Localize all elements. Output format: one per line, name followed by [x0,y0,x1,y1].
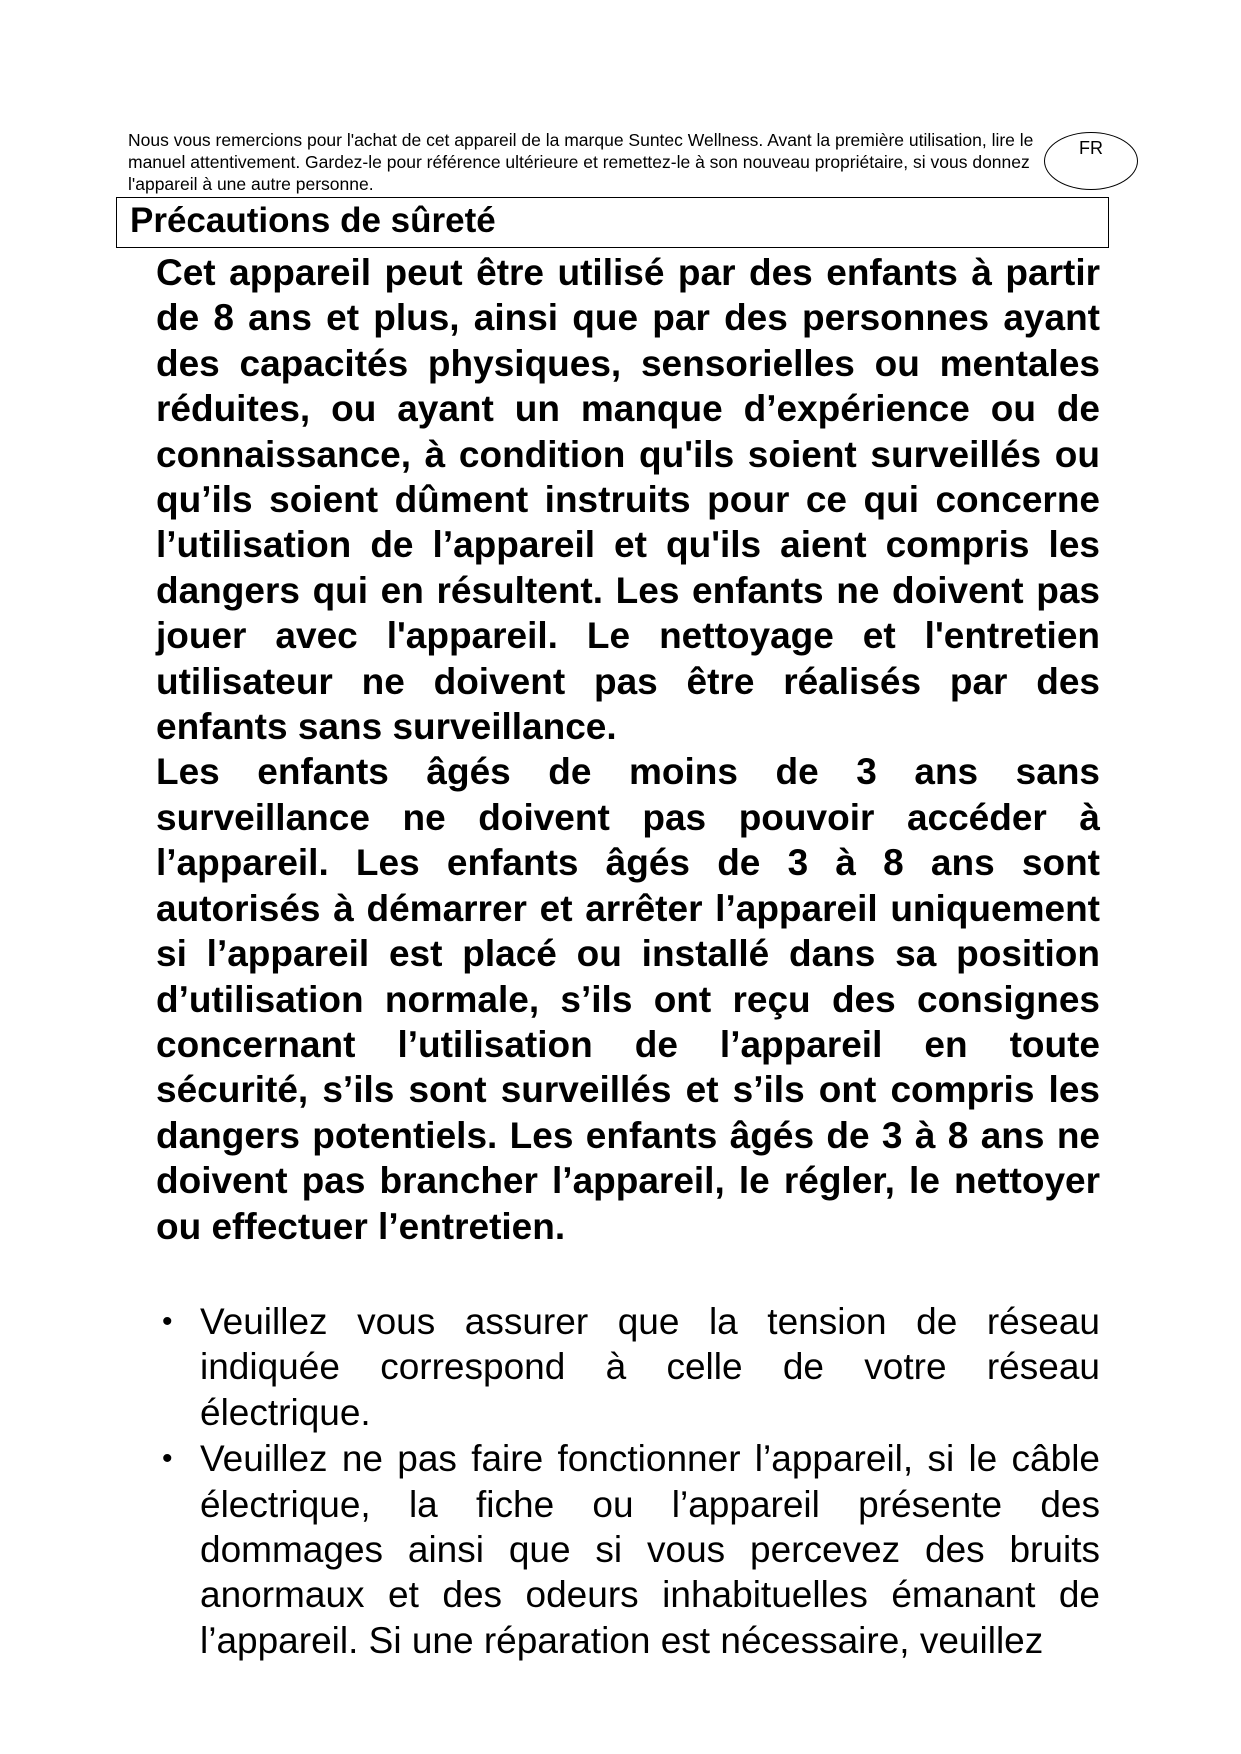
list-item-text: Veuillez vous assurer que la tension de réseau indiquée correspond à celle de votre réseau électrique. [200,1301,1100,1433]
list-item [156,1299,1100,1435]
section-title: Précautions de sûreté [130,201,496,240]
precautions-list [156,1299,1100,1664]
intro-text: Nous vous remercions pour l'achat de cet appareil de la marque Suntec Wellness. Avant la première utilisation, lire le manuel attentivement. Gardez-le pour référence ultérieure et remettez-le à son nouveau propriétaire, si vous donnez l'appareil à une autre personne. [128,130,1034,194]
list-item [156,1436,1100,1663]
list-item-text: Veuillez ne pas faire fonctionner l’appareil, si le câble électrique, la fiche ou l’appareil présente des dommages ainsi que si vous percevez des bruits anormaux et des odeurs inhabituelles émanant de l’appareil. Si une réparation est nécessaire, veuillez [200,1438,1100,1661]
bullet-icon: • [162,1442,173,1476]
bullet-icon: • [162,1305,173,1338]
warning-paragraph: Les enfants âgés de moins de 3 ans sans surveillance ne doivent pas pouvoir accéder à l’appareil. Les enfants âgés de 3 à 8 ans sont autorisés à démarrer et arrêter l’appareil uniquement si l’appareil est placé ou installé dans sa position d’utilisation normale, s’ils ont reçu des consignes concernant l’utilisation de l’appareil en toute sécurité, s’ils sont surveillés et s’ils ont compris les dangers potentiels. Les enfants âgés de 3 à 8 ans ne doivent pas brancher l’appareil, le régler, le nettoyer ou effectuer l’entretien. [156,751,1100,1247]
warning-paragraph: Cet appareil peut être utilisé par des enfants à partir de 8 ans et plus, ainsi que par des personnes ayant des capacités physiques, sensorielles ou mentales réduites, ou ayant un manque d’expérience ou de connaissance, à condition qu'ils soient surveillés ou qu’ils soient dûment instruits pour ce qui concerne l’utilisation de l’appareil et qu'ils aient compris les dangers qui en résultent. Les enfants ne doivent pas jouer avec l'appareil. Le nettoyage et l'entretien utilisateur ne doivent pas être réalisés par des enfants sans surveillance. [156,252,1100,748]
language-badge: FR [1044,132,1138,190]
safety-warning [156,250,1100,1249]
section-header [116,197,1109,248]
